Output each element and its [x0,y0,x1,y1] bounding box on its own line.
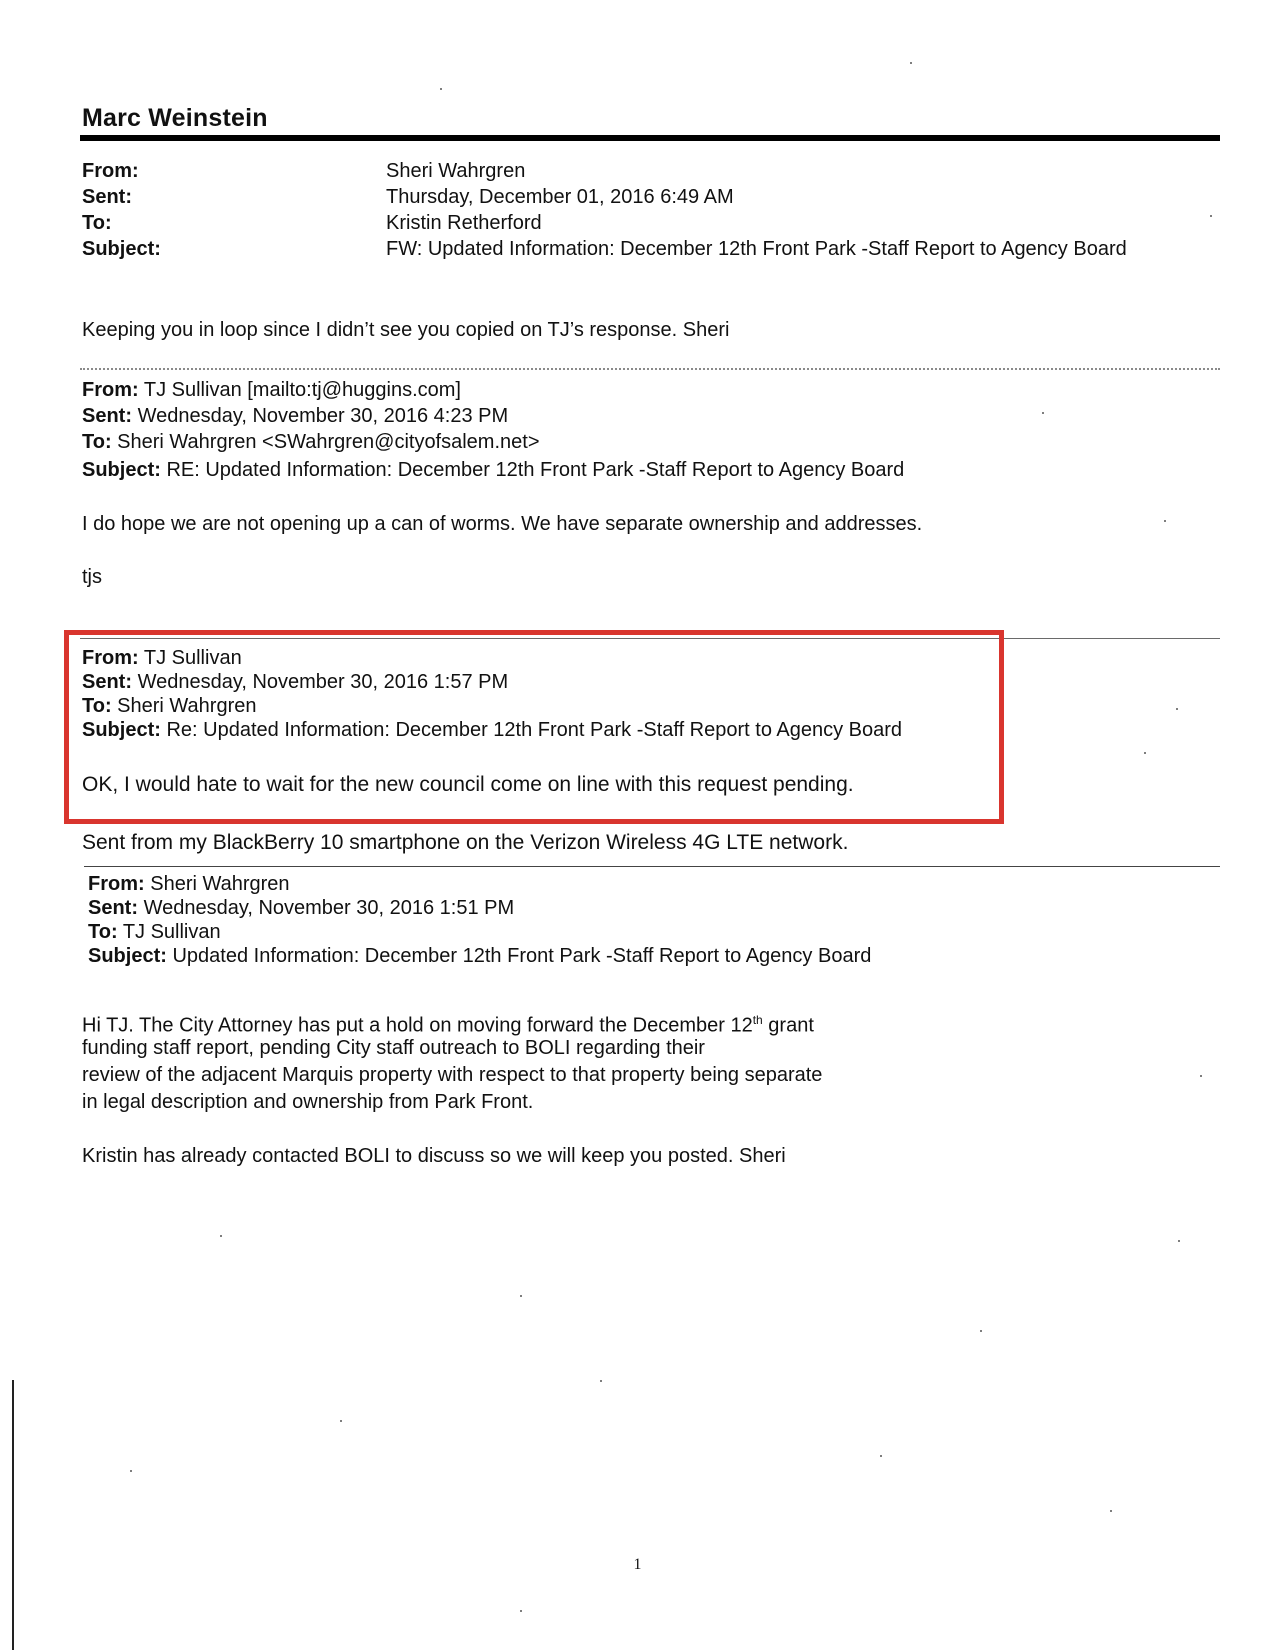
msg2-from-value: TJ Sullivan [mailto:tj@huggins.com] [143,379,461,401]
page-number: 1 [633,1556,642,1573]
msg4-from-line [88,872,290,896]
msg4-from-label: From: [88,873,145,895]
msg4-body-line-4: in legal description and ownership from Park Front. [82,1091,534,1113]
msg2-from-line [82,378,461,402]
scan-speck [1110,1510,1112,1512]
from-label: From: [82,160,139,182]
msg3-subject-value: Re: Updated Information: December 12th Front Park -Staff Report to Agency Board [166,719,903,741]
msg3-from-line [82,646,242,670]
msg2-subject-label: Subject: [82,459,161,481]
msg3-to-value: Sheri Wahrgren [117,695,257,717]
scan-speck [1144,752,1146,754]
scan-speck [1042,412,1044,414]
msg4-body-line-1-end: grant [762,1014,814,1037]
scan-speck [910,62,912,64]
to-label: To: [82,212,112,234]
msg4-subject-line [88,944,871,968]
msg3-subject-label: Subject: [82,719,161,741]
sent-label: Sent: [82,186,132,208]
msg3-body: OK, I would hate to wait for the new council come on line with this request pending. [82,773,854,796]
scan-speck [520,1295,522,1297]
msg4-body-line-3: review of the adjacent Marquis property with respect to that property being separate [82,1064,823,1086]
msg4-body-line-2: funding staff report, pending City staff outreach to BOLI regarding their [82,1037,705,1059]
msg4-sent-label: Sent: [88,897,138,919]
scan-speck [1178,1240,1180,1242]
msg2-to-value: Sheri Wahrgren <SWahrgren@cityofsalem.net> [117,431,540,453]
msg4-to-line [88,920,221,944]
msg3-subject-line [82,718,902,742]
msg4-sent-line [88,896,514,920]
scan-speck [520,1610,522,1612]
scan-speck [130,1470,132,1472]
scan-speck [1200,1075,1202,1077]
ordinal-suffix: th [752,1013,763,1027]
msg3-from-value: TJ Sullivan [143,647,242,669]
scan-speck [340,1420,342,1422]
scan-speck [220,1235,222,1237]
scan-speck [1210,215,1212,217]
msg2-body: I do hope we are not opening up a can of worms. We have separate ownership and addresses. [82,513,923,535]
msg3-from-label: From: [82,647,139,669]
msg3-sent-line [82,670,508,694]
scan-speck [440,88,442,90]
subject-label: Subject: [82,238,161,260]
msg3-sent-value: Wednesday, November 30, 2016 1:57 PM [137,671,509,693]
msg4-from-value: Sheri Wahrgren [150,873,290,895]
scan-speck [880,1455,882,1457]
msg4-to-label: To: [88,921,118,943]
message-separator [84,866,1220,867]
msg2-from-label: From: [82,379,139,401]
scan-speck [600,1380,602,1382]
to-value: Kristin Retherford [386,212,542,234]
msg4-body-line-5: Kristin has already contacted BOLI to discuss so we will keep you posted. Sheri [82,1145,786,1167]
scan-speck [1176,708,1178,710]
forward-note: Keeping you in loop since I didn’t see you copied on TJ’s response. Sheri [82,319,730,341]
msg2-to-label: To: [82,431,112,453]
msg3-mobile-footer: Sent from my BlackBerry 10 smartphone on the Verizon Wireless 4G LTE network. [82,831,849,854]
msg4-to-value: TJ Sullivan [122,921,221,943]
msg2-sent-label: Sent: [82,405,132,427]
sent-value: Thursday, December 01, 2016 6:49 AM [386,186,734,208]
msg4-body-line-1-text: Hi TJ. The City Attorney has put a hold on moving forward the December 12 [82,1014,753,1037]
msg3-to-line [82,694,257,718]
message-separator [80,368,1220,370]
msg2-subject-value: RE: Updated Information: December 12th Front Park -Staff Report to Agency Board [166,459,905,481]
msg2-sent-value: Wednesday, November 30, 2016 4:23 PM [137,405,509,427]
from-value: Sheri Wahrgren [386,160,526,182]
msg2-signature: tjs [82,566,102,588]
scan-speck [1164,520,1166,522]
scan-edge-mark [12,1380,14,1650]
msg3-sent-label: Sent: [82,671,132,693]
scan-speck [980,1330,982,1332]
msg2-subject-line [82,458,904,482]
subject-value: FW: Updated Information: December 12th Front Park -Staff Report to Agency Board [386,238,1127,260]
msg4-sent-value: Wednesday, November 30, 2016 1:51 PM [143,897,515,919]
msg4-body-line-1 [82,1008,814,1038]
msg2-sent-line [82,404,508,428]
msg4-subject-value: Updated Information: December 12th Front Park -Staff Report to Agency Board [172,945,872,967]
msg4-subject-label: Subject: [88,945,167,967]
msg2-to-line [82,430,540,454]
header-divider [80,135,1220,141]
printer-name: Marc Weinstein [82,104,268,132]
msg3-to-label: To: [82,695,112,717]
